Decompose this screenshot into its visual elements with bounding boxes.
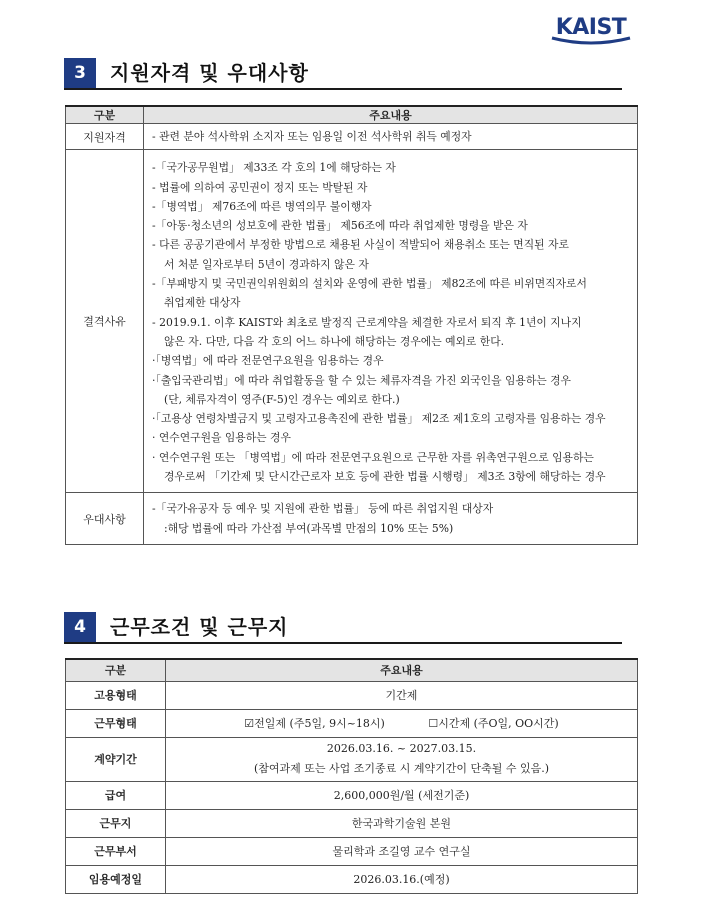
row-label-qualification: 지원자격 [66, 124, 144, 150]
work-type-value [166, 709, 638, 737]
table-row [66, 681, 638, 709]
checked-checkbox-icon: ☑ [244, 717, 255, 730]
parttime-option-label: 시간제 (주O일, OO시간) [438, 717, 559, 730]
row-label-disqualification: 결격사유 [66, 150, 144, 493]
content-line: 경우로써 「기간제 및 단시간근로자 보호 등에 관한 법률 시행령」 제3조 3항에 해당하는 경우 [164, 470, 606, 484]
salary-label: 급여 [66, 781, 166, 809]
section4-heading [64, 612, 622, 644]
parttime-option [428, 715, 558, 731]
kaist-logo-text: KAIST [555, 15, 627, 40]
content-line: -「부패방지 및 국민권익위원회의 설치와 운영에 관한 법률」 제82조에 따른 비위면직자로서 [152, 277, 587, 291]
content-line: ·「병역법」에 따라 전문연구요원을 임용하는 경우 [152, 354, 384, 368]
workplace-label: 근무지 [66, 809, 166, 837]
contract-period-value [166, 737, 638, 781]
start-date-label: 임용예정일 [66, 865, 166, 893]
table-header-category: 구분 [66, 106, 144, 124]
table-row [66, 150, 638, 493]
content-line: ·「출입국관리법」에 따라 취업활동을 할 수 있는 체류자격을 가진 외국인을 임용하는 경우 [152, 373, 571, 387]
content-line: - 2019.9.1. 이후 KAIST와 최초로 발정직 근로계약을 체결한 자로서 퇴직 후 1년이 지나지 [152, 315, 582, 329]
unchecked-checkbox-icon: ☐ [428, 717, 439, 730]
content-line: (단, 체류자격이 영주(F-5)인 경우는 예외로 한다.) [164, 392, 400, 406]
row-content-preference [144, 493, 638, 545]
contract-period-dates: 2026.03.16. ~ 2027.03.15. [326, 742, 477, 755]
content-line: · 연수연구원을 임용하는 경우 [152, 431, 291, 445]
start-date-value: 2026.03.16.(예정) [166, 865, 638, 893]
row-content-qualification [144, 124, 638, 150]
content-line: - 관련 분야 석사학위 소지자 또는 임용일 이전 석사학위 취득 예정자 [152, 130, 472, 143]
section4-number: 4 [64, 612, 96, 642]
content-line: :해당 법률에 따라 가산점 부여(과목별 만점의 10% 또는 5%) [164, 521, 454, 535]
table-header-content: 주요내용 [144, 106, 638, 124]
section4-title: 근무조건 및 근무지 [110, 615, 289, 639]
table-row [66, 837, 638, 865]
salary-value: 2,600,000원/월 (세전기준) [166, 781, 638, 809]
fulltime-option [244, 715, 385, 731]
row-content-disqualification [144, 150, 638, 493]
table-header-category: 구분 [66, 659, 166, 681]
table-row [66, 809, 638, 837]
table-row [66, 737, 638, 781]
table-header-content: 주요내용 [166, 659, 638, 681]
kaist-logo [546, 12, 636, 46]
employment-type-value: 기간제 [166, 681, 638, 709]
content-line: · 연수연구원 또는 「병역법」에 따라 전문연구요원으로 근무한 자를 위촉연구원으로 임용하는 [152, 450, 594, 464]
department-value: 물리학과 조길영 교수 연구실 [166, 837, 638, 865]
content-line: ·「고용상 연령차별금지 및 고령자고용촉진에 관한 법률」 제2조 제1호의 고령자를 임용하는 경우 [152, 412, 606, 426]
content-line: 서 처분 일자로부터 5년이 경과하지 않은 자 [164, 257, 369, 271]
content-line: 취업제한 대상자 [164, 296, 241, 310]
department-label: 근무부서 [66, 837, 166, 865]
table-row [66, 493, 638, 545]
content-line: -「병역법」 제76조에 따른 병역의무 불이행자 [152, 199, 372, 213]
contract-period-label: 계약기간 [66, 737, 166, 781]
content-line: 않은 자. 다만, 다음 각 호의 어느 하나에 해당하는 경우에는 예외로 한다. [164, 334, 505, 348]
work-type-label: 근무형태 [66, 709, 166, 737]
table-row [66, 781, 638, 809]
content-line: -「아동·청소년의 성보호에 관한 법률」 제56조에 따라 취업제한 명령을 받은 자 [152, 219, 528, 233]
fulltime-option-label: 전일제 (주5일, 9시~18시) [254, 717, 385, 730]
work-conditions-table [65, 658, 638, 894]
workplace-value: 한국과학기술원 본원 [166, 809, 638, 837]
contract-period-note: (참여과제 또는 사업 조기종료 시 계약기간이 단축될 수 있음.) [253, 762, 550, 775]
section3-heading [64, 58, 622, 90]
section3-number: 3 [64, 58, 96, 88]
employment-type-label: 고용형태 [66, 681, 166, 709]
table-row [66, 865, 638, 893]
content-line: -「국가유공자 등 예우 및 지원에 관한 법률」 등에 따른 취업지원 대상자 [152, 502, 494, 516]
table-row [66, 709, 638, 737]
content-line: -「국가공무원법」 제33조 각 호의 1에 해당하는 자 [152, 161, 396, 175]
row-label-preference: 우대사항 [66, 493, 144, 545]
content-line: - 다른 공공기관에서 부정한 방법으로 채용된 사실이 적발되어 채용취소 또는 면직된 자로 [152, 238, 569, 252]
section3-title: 지원자격 및 우대사항 [110, 61, 309, 85]
content-line: - 법률에 의하여 공민권이 정지 또는 박탈된 자 [152, 180, 368, 194]
table-row [66, 124, 638, 150]
qualifications-table [65, 105, 638, 545]
